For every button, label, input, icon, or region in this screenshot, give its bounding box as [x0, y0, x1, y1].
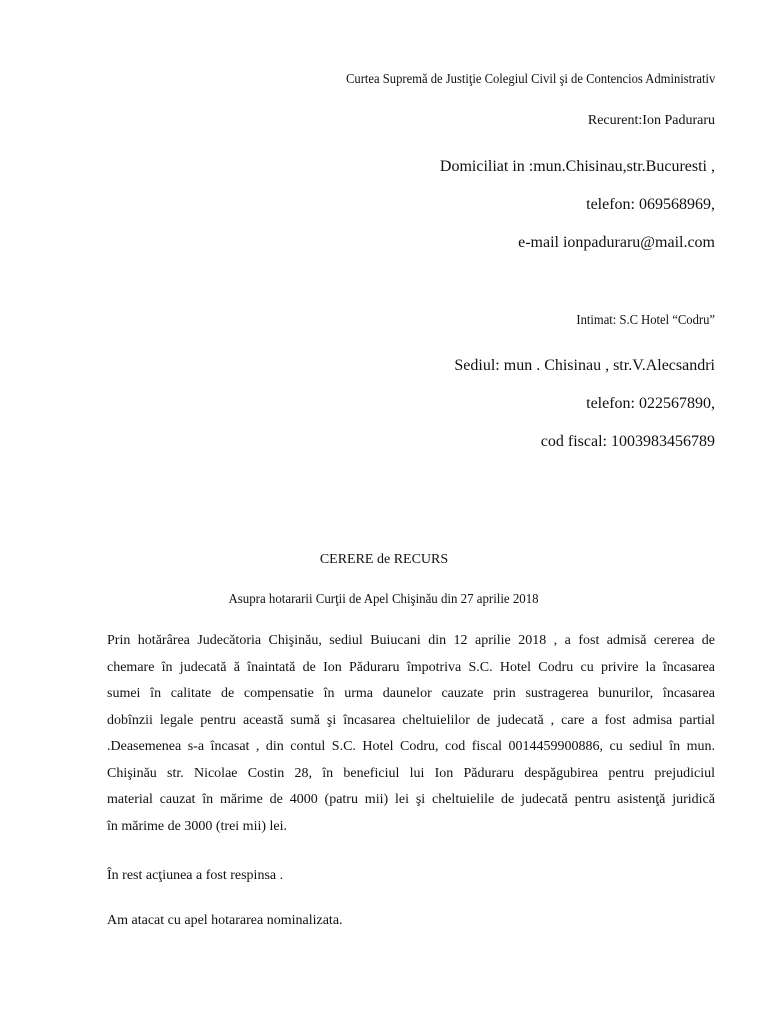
appellant-email: e-mail ionpaduraru@mail.com [518, 234, 715, 251]
respondent-phone: telefon: 022567890, [586, 395, 715, 412]
paragraph-line: chemare în judecată ă înaintată de Ion Păduraru împotriva S.C. Hotel Codru cu privire la încasarea [107, 659, 715, 675]
paragraph-line: material cauzat în mărime de 4000 (patru mii) lei şi cheltuielile de judecată pentru asistenţă juridică [107, 792, 715, 807]
appellant-line: Recurent:Ion Paduraru [587, 113, 715, 128]
paragraph-line: dobînzii legale pentru această sumă şi încasarea cheltuielilor de judecată , care a fost admisa partial [107, 712, 715, 728]
respondent-fiscal-code: cod fiscal: 1003983456789 [540, 433, 715, 450]
paragraph-line: Chişinău str. Nicolae Costin 28, în beneficiul lui Ion Păduraru despăgubirea pentru prejudiciul [107, 765, 715, 781]
court-name: Curtea Supremă de Justiţie Colegiul Civil şi de Contencios Administrativ [345, 72, 715, 87]
paragraph-line: .Deasemenea s-a încasat , din contul S.C. Hotel Codru, cod fiscal 0014459900886, cu sediul în mun. [107, 739, 715, 754]
domicile-line: Domiciliat in :mun.Chisinau,str.Bucuresti , [439, 158, 715, 175]
appellant-phone: telefon: 069568969, [586, 196, 715, 213]
rest-sentence: În rest acţiunea a fost respinsa . [107, 868, 284, 883]
body-paragraph [107, 628, 715, 840]
paragraph-line: în mărime de 3000 (trei mii) lei. [107, 818, 288, 834]
paragraph-line: Prin hotărârea Judecătoria Chişinău, sediul Buiucani din 12 aprilie 2018 , a fost admisă cererea de [107, 633, 715, 648]
respondent-seat: Sediul: mun . Chisinau , str.V.Alecsandri [454, 357, 715, 374]
document-title: CERERE de RECURS [319, 552, 449, 567]
paragraph-line: sumei în calitate de compensatie în urma daunelor cauzate prin sustragerea bunurilor, încasarea [107, 686, 715, 701]
document-subtitle: Asupra hotararii Curţii de Apel Chişinău din 27 aprilie 2018 [228, 592, 540, 607]
appeal-sentence: Am atacat cu apel hotararea nominalizata. [107, 913, 343, 928]
respondent-line: Intimat: S.C Hotel “Codru” [576, 313, 715, 328]
